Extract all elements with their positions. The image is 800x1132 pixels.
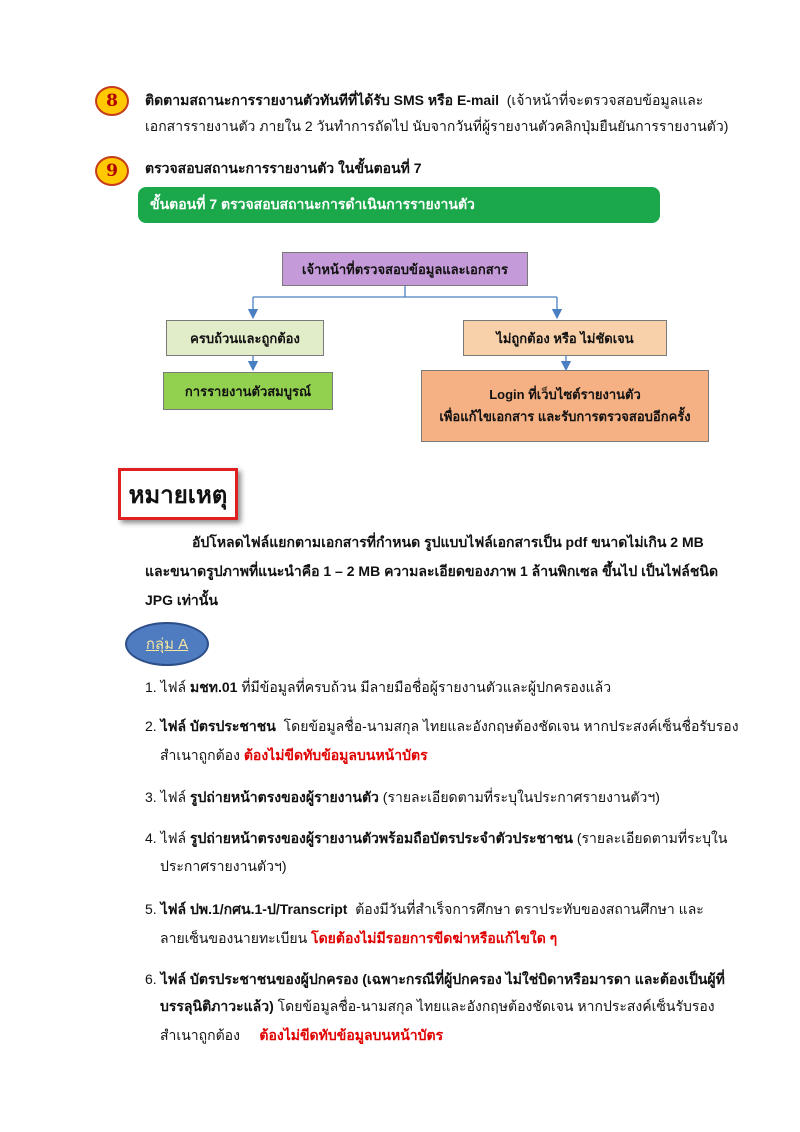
list-item: 5. ไฟล์ ปพ.1/กศน.1-ป/Transcript ต้องมีวันที่สำเร็จการศึกษา ตราประทับของสถานศึกษา และ — [145, 901, 704, 917]
list-item: 1. ไฟล์ มชท.01 ที่มีข้อมูลที่ครบถ้วน มีลายมือชื่อผู้รายงานตัวและผู้ปกครองแล้ว — [145, 679, 612, 695]
step-number-badge: 9 — [95, 156, 129, 186]
step7-banner: ขั้นตอนที่ 7 ตรวจสอบสถานะการดำเนินการรายงานตัว — [138, 187, 660, 223]
flow-complete-box: ครบถ้วนและถูกต้อง — [166, 320, 324, 356]
resubmit-line2: เพื่อแก้ไขเอกสาร และรับการตรวจสอบอีกครั้ง — [439, 409, 691, 424]
list-item-continuation: สำเนาถูกต้อง ต้องไม่ขีดทับข้อมูลบนหน้าบัตร — [160, 1027, 444, 1043]
group-a-label: กลุ่ม A — [145, 636, 189, 653]
list-item: 3. ไฟล์ รูปถ่ายหน้าตรงของผู้รายงานตัว (รายละเอียดตามที่ระบุในประกาศรายงานตัวฯ) — [145, 789, 660, 805]
step9-heading: ตรวจสอบสถานะการรายงานตัว ในขั้นตอนที่ 7 — [145, 160, 422, 176]
list-item: 2. ไฟล์ บัตรประชาชน โดยข้อมูลชื่อ-นามสกุล ไทยและอังกฤษต้องชัดเจน หากประสงค์เซ็นชื่อรับรอง — [145, 718, 739, 734]
note-title: หมายเหตุ — [118, 468, 238, 520]
resubmit-line1: Login ที่เว็บไซต์รายงานตัว — [489, 387, 641, 402]
flow-success-box: การรายงานตัวสมบูรณ์ — [163, 372, 333, 410]
flow-invalid-box: ไม่ถูกต้อง หรือ ไม่ชัดเจน — [463, 320, 667, 356]
group-a-badge — [125, 622, 209, 666]
note-line2: และขนาดรูปภาพที่แนะนำคือ 1 – 2 MB ความละเอียดของภาพ 1 ล้านพิกเซล ขึ้นไป เป็นไฟล์ชนิด — [145, 563, 719, 579]
list-item: 6. ไฟล์ บัตรประชาชนของผู้ปกครอง (เฉพาะกรณีที่ผู้ปกครอง ไม่ใช่บิดาหรือมารดา และต้องเป็นผู้ที่ — [145, 971, 725, 987]
flow-resubmit-box — [421, 370, 709, 442]
step8-heading: ติดตามสถานะการรายงานตัวทันทีที่ได้รับ SMS หรือ E-mail — [145, 92, 499, 108]
note-line3: JPG เท่านั้น — [145, 592, 218, 608]
step8-text-line2: เอกสารรายงานตัว ภายใน 2 วันทำการถัดไป นับจากวันที่ผู้รายงานตัวคลิกปุ่มยืนยันการรายงานตัว) — [145, 118, 729, 134]
list-item-continuation: ลายเซ็นของนายทะเบียน โดยต้องไม่มีรอยการขีดฆ่าหรือแก้ไขใด ๆ — [160, 930, 558, 946]
list-item-continuation: บรรลุนิติภาวะแล้ว) โดยข้อมูลชื่อ-นามสกุล ไทยและอังกฤษต้องชัดเจน หากประสงค์เซ็นรับรอง — [160, 998, 715, 1014]
list-item-continuation: สำเนาถูกต้อง ต้องไม่ขีดทับข้อมูลบนหน้าบัตร — [160, 747, 428, 763]
step8-detail: (เจ้าหน้าที่จะตรวจสอบข้อมูลและ — [506, 92, 704, 108]
list-item-continuation: ประกาศรายงานตัวฯ) — [160, 858, 287, 874]
note-line1: อัปโหลดไฟล์แยกตามเอกสารที่กำหนด รูปแบบไฟล์เอกสารเป็น pdf ขนาดไม่เกิน 2 MB — [192, 534, 704, 550]
list-item: 4. ไฟล์ รูปถ่ายหน้าตรงของผู้รายงานตัวพร้อมถือบัตรประจำตัวประชาชน (รายละเอียดตามที่ระบุใน — [145, 830, 728, 846]
flow-verify-box: เจ้าหน้าที่ตรวจสอบข้อมูลและเอกสาร — [282, 252, 528, 286]
step-number-badge: 8 — [95, 86, 129, 116]
